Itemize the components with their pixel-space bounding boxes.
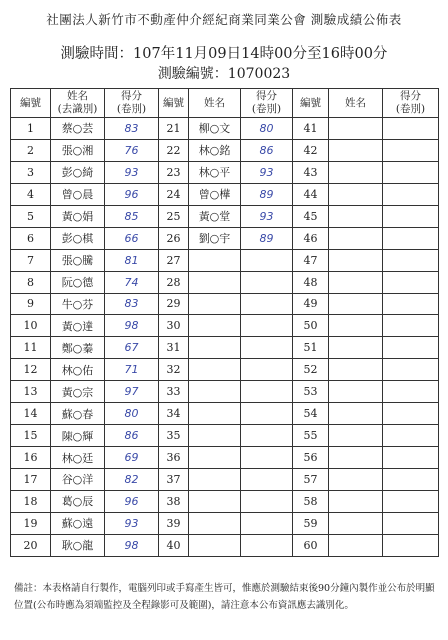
- row-number-3: 44: [293, 183, 329, 205]
- student-name-1: 蘇○遠: [51, 512, 105, 534]
- student-score-2: [241, 359, 293, 381]
- row-number-3: 60: [293, 534, 329, 556]
- student-name-1: 鄭○蓁: [51, 337, 105, 359]
- student-name-2: [189, 337, 241, 359]
- student-name-2: [189, 425, 241, 447]
- student-score-3: [383, 381, 439, 403]
- student-name-2: [189, 534, 241, 556]
- student-score-1: 98: [105, 534, 159, 556]
- student-name-2: 劉○宇: [189, 227, 241, 249]
- col-header-score-3-top: 得分: [400, 90, 421, 102]
- col-header-name-3: 姓名: [329, 89, 383, 118]
- col-header-score-2-top: 得分: [256, 90, 277, 102]
- student-score-2: [241, 293, 293, 315]
- student-score-2: [241, 381, 293, 403]
- student-name-1: 葛○辰: [51, 490, 105, 512]
- row-number-2: 34: [159, 403, 189, 425]
- row-number-3: 52: [293, 359, 329, 381]
- row-number-3: 57: [293, 469, 329, 491]
- student-name-1: 陳○輝: [51, 425, 105, 447]
- student-name-3: [329, 490, 383, 512]
- row-number-1: 18: [11, 490, 51, 512]
- student-score-1: 97: [105, 381, 159, 403]
- student-name-2: [189, 359, 241, 381]
- student-score-3: [383, 205, 439, 227]
- table-row: [11, 249, 439, 271]
- score-table: [10, 88, 439, 557]
- student-name-1: 谷○洋: [51, 469, 105, 491]
- col-header-score-2: [241, 89, 293, 118]
- student-name-3: [329, 469, 383, 491]
- row-number-3: 48: [293, 271, 329, 293]
- student-score-3: [383, 337, 439, 359]
- student-score-1: 66: [105, 227, 159, 249]
- student-score-3: [383, 425, 439, 447]
- student-score-2: 80: [241, 118, 293, 140]
- row-number-2: 32: [159, 359, 189, 381]
- student-score-1: 83: [105, 118, 159, 140]
- table-row: [11, 337, 439, 359]
- row-number-1: 4: [11, 183, 51, 205]
- student-name-2: [189, 381, 241, 403]
- student-name-2: 林○平: [189, 161, 241, 183]
- col-header-name-1-sub: (去識別): [57, 103, 98, 115]
- student-name-3: [329, 293, 383, 315]
- row-number-3: 42: [293, 139, 329, 161]
- student-name-3: [329, 359, 383, 381]
- table-row: [11, 183, 439, 205]
- student-score-2: 93: [241, 205, 293, 227]
- student-score-1: 85: [105, 205, 159, 227]
- student-name-2: [189, 447, 241, 469]
- row-number-1: 12: [11, 359, 51, 381]
- student-name-1: 牛○芬: [51, 293, 105, 315]
- student-name-3: [329, 139, 383, 161]
- student-score-3: [383, 534, 439, 556]
- student-name-2: [189, 293, 241, 315]
- student-name-1: 蔡○芸: [51, 118, 105, 140]
- row-number-1: 9: [11, 293, 51, 315]
- table-body: [11, 118, 439, 557]
- row-number-3: 43: [293, 161, 329, 183]
- row-number-1: 20: [11, 534, 51, 556]
- row-number-1: 19: [11, 512, 51, 534]
- student-score-1: 74: [105, 271, 159, 293]
- row-number-2: 26: [159, 227, 189, 249]
- row-number-1: 17: [11, 469, 51, 491]
- col-header-score-3-sub: (卷別): [395, 103, 426, 115]
- table-row: [11, 315, 439, 337]
- student-score-1: 67: [105, 337, 159, 359]
- student-name-3: [329, 381, 383, 403]
- table-header-row: [11, 89, 439, 118]
- student-score-2: [241, 425, 293, 447]
- student-score-1: 93: [105, 161, 159, 183]
- col-header-name-1: [51, 89, 105, 118]
- table-row: [11, 403, 439, 425]
- student-name-2: [189, 271, 241, 293]
- row-number-2: 29: [159, 293, 189, 315]
- student-score-2: 89: [241, 183, 293, 205]
- student-name-1: 林○佑: [51, 359, 105, 381]
- student-name-1: 黃○娟: [51, 205, 105, 227]
- student-score-1: 98: [105, 315, 159, 337]
- table-row: [11, 512, 439, 534]
- student-name-3: [329, 271, 383, 293]
- col-header-no-1: 編號: [11, 89, 51, 118]
- student-name-3: [329, 183, 383, 205]
- student-name-3: [329, 403, 383, 425]
- student-score-1: 86: [105, 425, 159, 447]
- row-number-1: 8: [11, 271, 51, 293]
- table-row: [11, 447, 439, 469]
- table-row: [11, 490, 439, 512]
- row-number-2: 38: [159, 490, 189, 512]
- col-header-no-3: 編號: [293, 89, 329, 118]
- student-score-2: [241, 337, 293, 359]
- student-name-1: 曾○晨: [51, 183, 105, 205]
- table-row: [11, 139, 439, 161]
- row-number-1: 6: [11, 227, 51, 249]
- exam-time: 測驗時間：107年11月09日14時00分至16時00分: [60, 46, 388, 62]
- col-header-score-1-top: 得分: [121, 90, 142, 102]
- student-score-1: 71: [105, 359, 159, 381]
- student-score-3: [383, 161, 439, 183]
- row-number-2: 21: [159, 118, 189, 140]
- student-score-2: 86: [241, 139, 293, 161]
- student-name-2: [189, 249, 241, 271]
- student-name-2: [189, 512, 241, 534]
- student-name-3: [329, 249, 383, 271]
- student-score-3: [383, 403, 439, 425]
- col-header-name-1-top: 姓名: [67, 90, 88, 102]
- table-row: [11, 205, 439, 227]
- student-score-3: [383, 249, 439, 271]
- student-score-3: [383, 183, 439, 205]
- table-row: [11, 534, 439, 556]
- row-number-2: 40: [159, 534, 189, 556]
- table-row: [11, 381, 439, 403]
- student-name-3: [329, 118, 383, 140]
- row-number-3: 47: [293, 249, 329, 271]
- student-score-1: 82: [105, 469, 159, 491]
- student-score-2: [241, 469, 293, 491]
- student-score-3: [383, 447, 439, 469]
- table-row: [11, 293, 439, 315]
- row-number-3: 46: [293, 227, 329, 249]
- student-name-3: [329, 447, 383, 469]
- row-number-2: 30: [159, 315, 189, 337]
- student-score-1: 80: [105, 403, 159, 425]
- student-score-2: [241, 403, 293, 425]
- student-name-3: [329, 227, 383, 249]
- row-number-2: 24: [159, 183, 189, 205]
- student-score-2: 93: [241, 161, 293, 183]
- student-name-1: 耿○龍: [51, 534, 105, 556]
- student-name-3: [329, 337, 383, 359]
- student-score-1: 76: [105, 139, 159, 161]
- student-score-3: [383, 118, 439, 140]
- student-name-1: 阮○德: [51, 271, 105, 293]
- row-number-1: 11: [11, 337, 51, 359]
- col-header-score-3: [383, 89, 439, 118]
- row-number-2: 28: [159, 271, 189, 293]
- student-name-2: 黃○堂: [189, 205, 241, 227]
- student-name-1: 黃○宗: [51, 381, 105, 403]
- row-number-3: 55: [293, 425, 329, 447]
- student-name-3: [329, 534, 383, 556]
- table-row: [11, 118, 439, 140]
- table-row: [11, 425, 439, 447]
- table-row: [11, 359, 439, 381]
- footnote: 備註：本表格請自行製作，電腦列印或手寫產生皆可，惟應於測驗結束後90分鐘內製作並公布於明顯位置(公布時應為須端監控及全程錄影可及範圍)，請注意本公布資訊應去識別化。: [14, 583, 435, 611]
- student-score-3: [383, 315, 439, 337]
- col-header-no-2: 編號: [159, 89, 189, 118]
- row-number-2: 23: [159, 161, 189, 183]
- student-score-2: [241, 534, 293, 556]
- row-number-3: 49: [293, 293, 329, 315]
- student-name-1: 彭○棋: [51, 227, 105, 249]
- row-number-2: 37: [159, 469, 189, 491]
- student-name-2: [189, 469, 241, 491]
- row-number-1: 10: [11, 315, 51, 337]
- col-header-score-2-sub: (卷別): [251, 103, 282, 115]
- row-number-2: 35: [159, 425, 189, 447]
- student-score-3: [383, 293, 439, 315]
- col-header-name-2: 姓名: [189, 89, 241, 118]
- student-score-1: 96: [105, 490, 159, 512]
- row-number-3: 58: [293, 490, 329, 512]
- document-title: 社團法人新竹市不動產仲介經紀商業同業公會 測驗成績公佈表: [46, 12, 402, 27]
- student-score-3: [383, 359, 439, 381]
- student-name-2: 柳○文: [189, 118, 241, 140]
- row-number-3: 51: [293, 337, 329, 359]
- row-number-1: 15: [11, 425, 51, 447]
- row-number-1: 2: [11, 139, 51, 161]
- row-number-2: 27: [159, 249, 189, 271]
- row-number-1: 5: [11, 205, 51, 227]
- student-score-3: [383, 139, 439, 161]
- row-number-3: 50: [293, 315, 329, 337]
- table-row: [11, 469, 439, 491]
- row-number-3: 54: [293, 403, 329, 425]
- row-number-1: 14: [11, 403, 51, 425]
- exam-number: 測驗編號：1070023: [157, 66, 291, 82]
- student-name-2: [189, 490, 241, 512]
- student-score-2: [241, 490, 293, 512]
- student-score-3: [383, 490, 439, 512]
- student-name-1: 林○廷: [51, 447, 105, 469]
- row-number-1: 1: [11, 118, 51, 140]
- row-number-3: 59: [293, 512, 329, 534]
- table-row: [11, 161, 439, 183]
- col-header-score-1: [105, 89, 159, 118]
- student-name-1: 張○湘: [51, 139, 105, 161]
- student-score-2: [241, 447, 293, 469]
- row-number-3: 53: [293, 381, 329, 403]
- student-name-2: 林○銘: [189, 139, 241, 161]
- student-score-1: 83: [105, 293, 159, 315]
- row-number-1: 3: [11, 161, 51, 183]
- student-name-3: [329, 512, 383, 534]
- col-header-score-1-sub: (卷別): [116, 103, 147, 115]
- student-score-2: [241, 271, 293, 293]
- table-row: [11, 227, 439, 249]
- student-score-1: 96: [105, 183, 159, 205]
- student-score-1: 81: [105, 249, 159, 271]
- student-name-3: [329, 425, 383, 447]
- student-score-3: [383, 512, 439, 534]
- student-name-1: 蘇○春: [51, 403, 105, 425]
- row-number-2: 33: [159, 381, 189, 403]
- row-number-2: 25: [159, 205, 189, 227]
- student-score-2: 89: [241, 227, 293, 249]
- row-number-1: 7: [11, 249, 51, 271]
- student-name-1: 張○騰: [51, 249, 105, 271]
- row-number-2: 39: [159, 512, 189, 534]
- student-score-2: [241, 315, 293, 337]
- row-number-2: 36: [159, 447, 189, 469]
- table-row: [11, 271, 439, 293]
- student-score-3: [383, 227, 439, 249]
- student-score-3: [383, 469, 439, 491]
- student-name-3: [329, 205, 383, 227]
- student-score-2: [241, 249, 293, 271]
- student-name-2: [189, 315, 241, 337]
- student-name-2: [189, 403, 241, 425]
- row-number-1: 16: [11, 447, 51, 469]
- student-score-1: 69: [105, 447, 159, 469]
- student-name-3: [329, 315, 383, 337]
- student-name-2: 曾○樺: [189, 183, 241, 205]
- row-number-2: 31: [159, 337, 189, 359]
- row-number-3: 56: [293, 447, 329, 469]
- row-number-3: 41: [293, 118, 329, 140]
- row-number-1: 13: [11, 381, 51, 403]
- row-number-2: 22: [159, 139, 189, 161]
- student-score-1: 93: [105, 512, 159, 534]
- student-name-3: [329, 161, 383, 183]
- student-score-3: [383, 271, 439, 293]
- student-score-2: [241, 512, 293, 534]
- student-name-1: 彭○綺: [51, 161, 105, 183]
- student-name-1: 黃○達: [51, 315, 105, 337]
- row-number-3: 45: [293, 205, 329, 227]
